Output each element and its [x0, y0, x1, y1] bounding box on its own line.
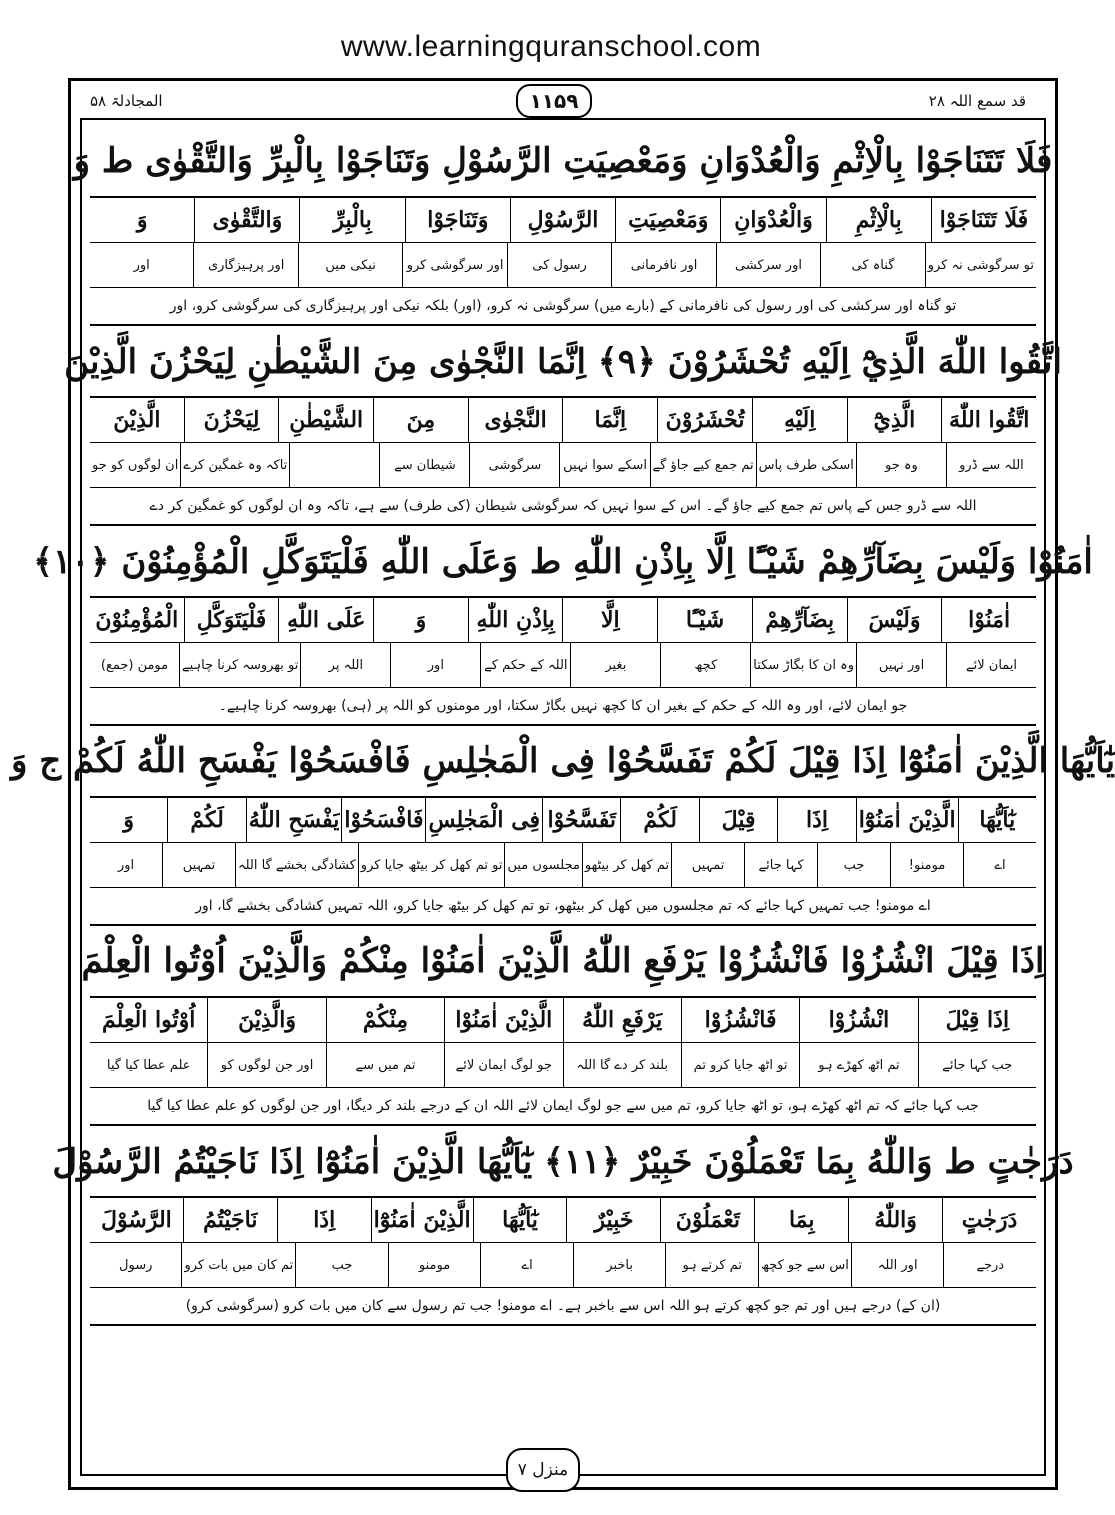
word-grid — [90, 1198, 1036, 1288]
urdu-meaning-cell: تم کان میں بات کرو — [181, 1243, 295, 1287]
urdu-meaning-cell: مومنو — [388, 1243, 481, 1287]
arabic-word-cell: وَالَّذِيْنَ — [207, 998, 325, 1042]
urdu-meaning-cell: وہ ان کا بگاڑ سکتا — [750, 643, 856, 687]
urdu-meaning-cell: ایمان لائے — [946, 643, 1036, 687]
urdu-meaning-cell: اور سرکشی — [716, 243, 820, 287]
arabic-word-cell: اتَّقُوا اللّٰهَ — [941, 398, 1036, 442]
urdu-meaning-cell: اور — [133, 257, 150, 273]
word-grid — [90, 598, 1036, 688]
page-content — [10, 126, 1115, 1326]
arabic-verse-line: اتَّقُوا اللّٰهَ الَّذِيْٓ اِلَيْهِ تُحْشَرُوْنَ ﴿۹﴾ اِنَّمَا النَّجْوٰى مِنَ الشَّيْطٰنِ لِيَحْزُنَ الَّذِيْنَ — [90, 326, 1036, 398]
urdu-meaning-cell: اور سرگوشی کرو — [402, 243, 506, 287]
arabic-words-row — [90, 598, 1036, 643]
arabic-word-cell: يٰٓاَيُّهَا — [473, 1198, 567, 1242]
arabic-word-cell: الَّذِيْنَ اٰمَنُوْٓا — [856, 798, 958, 842]
arabic-word-cell: قِيْلَ — [699, 798, 777, 842]
urdu-meaning-cell: تو بھروسہ کرنا چاہیے — [179, 643, 300, 687]
arabic-word-cell: الرَّسُوْلِ — [510, 198, 615, 242]
urdu-meaning-cell: ان لوگوں کو جو — [91, 457, 179, 473]
verse-section — [81, 926, 1045, 1126]
arabic-word-cell: تَفَسَّحُوْا — [542, 798, 620, 842]
urdu-meaning-cell: اے — [480, 1243, 573, 1287]
urdu-translation-line: اے مومنو! جب تمہیں کہا جائے کہ تم مجلسوں میں کھل کر بیٹھو، تو تم کھل کر بیٹھ جایا کرو، اللہ تمہیں کشادگی بخشے گا، اور — [90, 888, 1036, 926]
arabic-word-cell: اِلَيْهِ — [752, 398, 847, 442]
urdu-meaning-cell: باخبر — [573, 1243, 666, 1287]
arabic-word-cell: لَكُمْ — [620, 798, 698, 842]
urdu-meaning-cell: اور نہیں — [856, 643, 946, 687]
urdu-meaning-cell: کہا جائے — [744, 843, 817, 887]
verse-section — [64, 326, 1062, 526]
urdu-meaning-cell: سرگوشی — [469, 443, 559, 487]
arabic-word-cell: اِذَا قِيْلَ — [918, 998, 1036, 1042]
urdu-meaning-cell: اللہ پر — [300, 643, 390, 687]
urdu-meaning-cell: تو سرگوشی نہ کرو — [925, 243, 1036, 287]
urdu-meaning-cell — [289, 443, 379, 487]
urdu-meaning-cell: کشادگی بخشے گا اللہ — [235, 843, 358, 887]
juz-name: قد سمع اللہ ۲۸ — [928, 92, 1026, 110]
arabic-word-cell: خَبِيْرٌ — [566, 1198, 660, 1242]
arabic-word-cell: انْشُزُوْا — [799, 998, 917, 1042]
arabic-word-cell: عَلَى اللّٰهِ — [278, 598, 373, 642]
site-url[interactable]: www.learningquranschool.com — [340, 30, 762, 63]
urdu-translation-line: اللہ سے ڈرو جس کے پاس تم جمع کیے جاؤ گے۔ اس کے سوا نہیں کہ سرگوشی شیطان (کی طرف) سے ہے، تاکہ وہ ان لوگوں کو غمگین کر دے — [90, 488, 1036, 526]
arabic-word-cell: فَلَا تَتَنَاجَوْا — [931, 198, 1036, 242]
verse-section — [52, 1126, 1074, 1326]
arabic-word-cell: اِلَّا — [562, 598, 657, 642]
arabic-word-cell: وَاللّٰهُ — [848, 1198, 942, 1242]
urdu-meaning-cell: بغیر — [570, 643, 660, 687]
arabic-word-cell: مِنَ — [373, 398, 468, 442]
arabic-word-cell: فِى الْمَجٰلِسِ — [425, 798, 542, 842]
urdu-meaning-cell: تو تم کھل کر بیٹھ جایا کرو — [358, 843, 505, 887]
urdu-meanings-row — [90, 243, 1036, 287]
urdu-meaning-cell: مجلسوں میں — [504, 843, 581, 887]
urdu-meaning-cell: اور جن لوگوں کو — [207, 1043, 325, 1087]
arabic-word-cell: دَرَجٰتٍ — [942, 1198, 1036, 1242]
arabic-word-cell: يٰٓاَيُّهَا — [958, 798, 1036, 842]
urdu-meaning-cell: تم اٹھ کھڑے ہو — [799, 1043, 917, 1087]
arabic-word-cell: الْمُؤْمِنُوْنَ — [95, 607, 179, 633]
arabic-word-cell: وَ — [123, 807, 134, 833]
arabic-word-cell: وَتَنَاجَوْا — [405, 198, 510, 242]
urdu-meaning-cell: اور — [117, 857, 135, 873]
urdu-meaning-cell: تو اٹھ جایا کرو تم — [681, 1043, 799, 1087]
page-number: ۱۱۵۹ — [516, 84, 592, 118]
arabic-word-cell: وَ — [373, 598, 468, 642]
arabic-word-cell: شَيْـًٔا — [657, 598, 752, 642]
arabic-word-cell: وَالتَّقْوٰى — [194, 198, 299, 242]
arabic-word-cell: تُحْشَرُوْنَ — [657, 398, 752, 442]
urdu-meaning-cell: گناہ کی — [820, 243, 924, 287]
urdu-translation-line: (ان کے) درجے ہیں اور تم جو کچھ کرتے ہو اللہ اس سے باخبر ہے۔ اے مومنو! جب تم رسول سے کان میں بات کرو (سرگوشی کرو) — [90, 1288, 1036, 1326]
arabic-word-cell: بِاِذْنِ اللّٰهِ — [468, 598, 563, 642]
urdu-meaning-cell: نیکی میں — [298, 243, 402, 287]
arabic-verse-line: فَلَا تَتَنَاجَوْا بِالْاِثْمِ وَالْعُدْوَانِ وَمَعْصِيَتِ الرَّسُوْلِ وَتَنَاجَوْا بِالْبِرِّ وَالتَّقْوٰى ط وَ — [90, 126, 1036, 198]
arabic-words-row — [90, 798, 1036, 843]
arabic-words-row — [90, 1198, 1036, 1243]
urdu-meaning-cell: جب — [295, 1243, 388, 1287]
urdu-meaning-cell: تم میں سے — [326, 1043, 444, 1087]
urdu-meaning-cell: تم کرتے ہو — [665, 1243, 758, 1287]
urdu-meaning-cell: اسکی طرف پاس — [756, 443, 856, 487]
arabic-word-cell: بِالْبِرِّ — [299, 198, 404, 242]
arabic-word-cell: الَّذِيْنَ اٰمَنُوْا — [444, 998, 562, 1042]
urdu-meaning-cell: اس سے جو کچھ — [758, 1243, 851, 1287]
arabic-verse-line: دَرَجٰتٍ ط وَاللّٰهُ بِمَا تَعْمَلُوْنَ خَبِيْرٌ ﴿۱۱﴾ يٰٓاَيُّهَا الَّذِيْنَ اٰمَنُوْٓا اِذَا نَاجَيْتُمُ الرَّسُوْلَ — [90, 1126, 1036, 1198]
arabic-word-cell: نَاجَيْتُمُ — [183, 1198, 277, 1242]
urdu-meaning-cell: تم جمع کیے جاؤ گے — [650, 443, 756, 487]
arabic-word-cell: بِضَآرِّهِمْ — [752, 598, 847, 642]
arabic-word-cell: فَافْسَحُوْا — [341, 798, 425, 842]
arabic-word-cell: وَمَعْصِيَتِ — [615, 198, 720, 242]
urdu-meaning-cell: جب — [817, 843, 890, 887]
arabic-word-cell: وَ — [136, 207, 148, 233]
manzil-marker: منزل ۷ — [506, 1448, 580, 1492]
urdu-meaning-cell: اور نافرمانی — [611, 243, 715, 287]
urdu-meaning-cell: جب کہا جائے — [918, 1043, 1036, 1087]
arabic-word-cell: بِمَا — [754, 1198, 848, 1242]
arabic-word-cell: وَالْعُدْوَانِ — [720, 198, 825, 242]
urdu-meaning-cell: رسول کی — [507, 243, 611, 287]
urdu-meaning-cell: اور اللہ — [851, 1243, 944, 1287]
urdu-meaning-cell: اللہ کے حکم کے — [480, 643, 570, 687]
verse-section — [73, 126, 1053, 326]
urdu-meaning-cell: اے — [963, 843, 1036, 887]
arabic-word-cell: فَانْشُزُوْا — [681, 998, 799, 1042]
arabic-word-cell: اِذَا — [277, 1198, 371, 1242]
urdu-meanings-row — [90, 1043, 1036, 1087]
urdu-meanings-row — [90, 843, 1036, 887]
verse-section — [33, 526, 1093, 726]
arabic-words-row — [90, 398, 1036, 443]
urdu-meanings-row — [90, 643, 1036, 687]
arabic-word-cell: يَرْفَعِ اللّٰهُ — [563, 998, 681, 1042]
urdu-meaning-cell: تاکہ وہ غمگین کرے — [180, 443, 289, 487]
urdu-meaning-cell: شیطان سے — [379, 443, 469, 487]
arabic-word-cell: بِالْاِثْمِ — [826, 198, 931, 242]
arabic-word-cell: النَّجْوٰى — [468, 398, 563, 442]
urdu-meaning-cell: مومنو! — [890, 843, 963, 887]
urdu-meaning-cell: تمہیں — [162, 843, 235, 887]
urdu-meaning-cell: تمہیں — [671, 843, 744, 887]
urdu-meaning-cell: جو لوگ ایمان لائے — [444, 1043, 562, 1087]
urdu-meanings-row — [90, 1243, 1036, 1287]
word-grid — [90, 398, 1036, 488]
urdu-meaning-cell: بلند کر دے گا اللہ — [563, 1043, 681, 1087]
arabic-word-cell: وَلَيْسَ — [847, 598, 942, 642]
urdu-meaning-cell: علم عطا کیا گیا — [106, 1057, 191, 1073]
urdu-meaning-cell: اسکے سوا نہیں — [559, 443, 649, 487]
verse-section — [10, 726, 1115, 926]
arabic-word-cell: لِيَحْزُنَ — [184, 398, 279, 442]
arabic-words-row — [90, 998, 1036, 1043]
word-grid — [90, 198, 1036, 288]
arabic-verse-line: اٰمَنُوْا وَلَيْسَ بِضَآرِّهِمْ شَيْـًٔا اِلَّا بِاِذْنِ اللّٰهِ ط وَعَلَى اللّٰهِ فَلْيَتَوَكَّلِ الْمُؤْمِنُوْنَ ﴿۱۰﴾ — [90, 526, 1036, 598]
arabic-verse-line: يٰٓاَيُّهَا الَّذِيْنَ اٰمَنُوْٓا اِذَا قِيْلَ لَكُمْ تَفَسَّحُوْا فِى الْمَجٰلِسِ فَافْسَحُوْا يَفْسَحِ اللّٰهُ لَكُمْ ج وَ — [90, 726, 1036, 798]
arabic-word-cell: الرَّسُوْلَ — [101, 1207, 172, 1233]
arabic-word-cell: مِنْكُمْ — [326, 998, 444, 1042]
urdu-translation-line: جو ایمان لائے، اور وہ اللہ کے حکم کے بغیر ان کا کچھ نہیں بگاڑ سکتا، اور مومنوں کو اللہ پر (ہی) بھروسہ کرنا چاہیے۔ — [90, 688, 1036, 726]
arabic-word-cell: اٰمَنُوْا — [941, 598, 1036, 642]
urdu-meaning-cell: اور — [390, 643, 480, 687]
word-grid — [90, 998, 1036, 1088]
arabic-word-cell: اِنَّمَا — [562, 398, 657, 442]
arabic-word-cell: الَّذِيْنَ — [113, 407, 161, 433]
arabic-word-cell: اِذَا — [777, 798, 855, 842]
urdu-meaning-cell: درجے — [943, 1243, 1036, 1287]
arabic-word-cell: الشَّيْطٰنِ — [278, 398, 373, 442]
urdu-meaning-cell: مومن (جمع) — [100, 657, 169, 673]
arabic-word-cell: تَعْمَلُوْنَ — [660, 1198, 754, 1242]
urdu-meaning-cell: تم کھل کر بیٹھو — [582, 843, 671, 887]
urdu-meanings-row — [90, 443, 1036, 487]
arabic-word-cell: اُوْتُوا الْعِلْمَ — [102, 1007, 196, 1033]
urdu-meaning-cell: رسول — [119, 1257, 153, 1273]
surah-name: المجادلۃ ۵۸ — [90, 92, 163, 110]
urdu-translation-line: جب کہا جائے کہ تم اٹھ کھڑے ہو، تو اٹھ جایا کرو، تم میں سے جو لوگ ایمان لائے اللہ ان کے درجے بلند کر دیگا، اور جن لوگوں کو علم عطا کیا گیا — [90, 1088, 1036, 1126]
arabic-word-cell: الَّذِيْٓ — [847, 398, 942, 442]
arabic-word-cell: فَلْيَتَوَكَّلِ — [184, 598, 279, 642]
arabic-word-cell: يَفْسَحِ اللّٰهُ — [246, 798, 342, 842]
arabic-verse-line: اِذَا قِيْلَ انْشُزُوْا فَانْشُزُوْا يَرْفَعِ اللّٰهُ الَّذِيْنَ اٰمَنُوْا مِنْكُمْ وَالَّذِيْنَ اُوْتُوا الْعِلْمَ — [90, 926, 1036, 998]
arabic-word-cell: الَّذِيْنَ اٰمَنُوْٓا — [371, 1198, 473, 1242]
arabic-word-cell: لَكُمْ — [167, 798, 245, 842]
urdu-translation-line: تو گناہ اور سرکشی کی اور رسول کی نافرمانی کے (بارے میں) سرگوشی نہ کرو، (اور) بلکہ نیکی اور پرہیزگاری کی سرگوشی کرو، اور — [90, 288, 1036, 326]
urdu-meaning-cell: کچھ — [660, 643, 750, 687]
urdu-meaning-cell: اللہ سے ڈرو — [946, 443, 1036, 487]
arabic-words-row — [90, 198, 1036, 243]
urdu-meaning-cell: وہ جو — [856, 443, 946, 487]
word-grid — [90, 798, 1036, 888]
urdu-meaning-cell: اور پرہیزگاری — [193, 243, 297, 287]
